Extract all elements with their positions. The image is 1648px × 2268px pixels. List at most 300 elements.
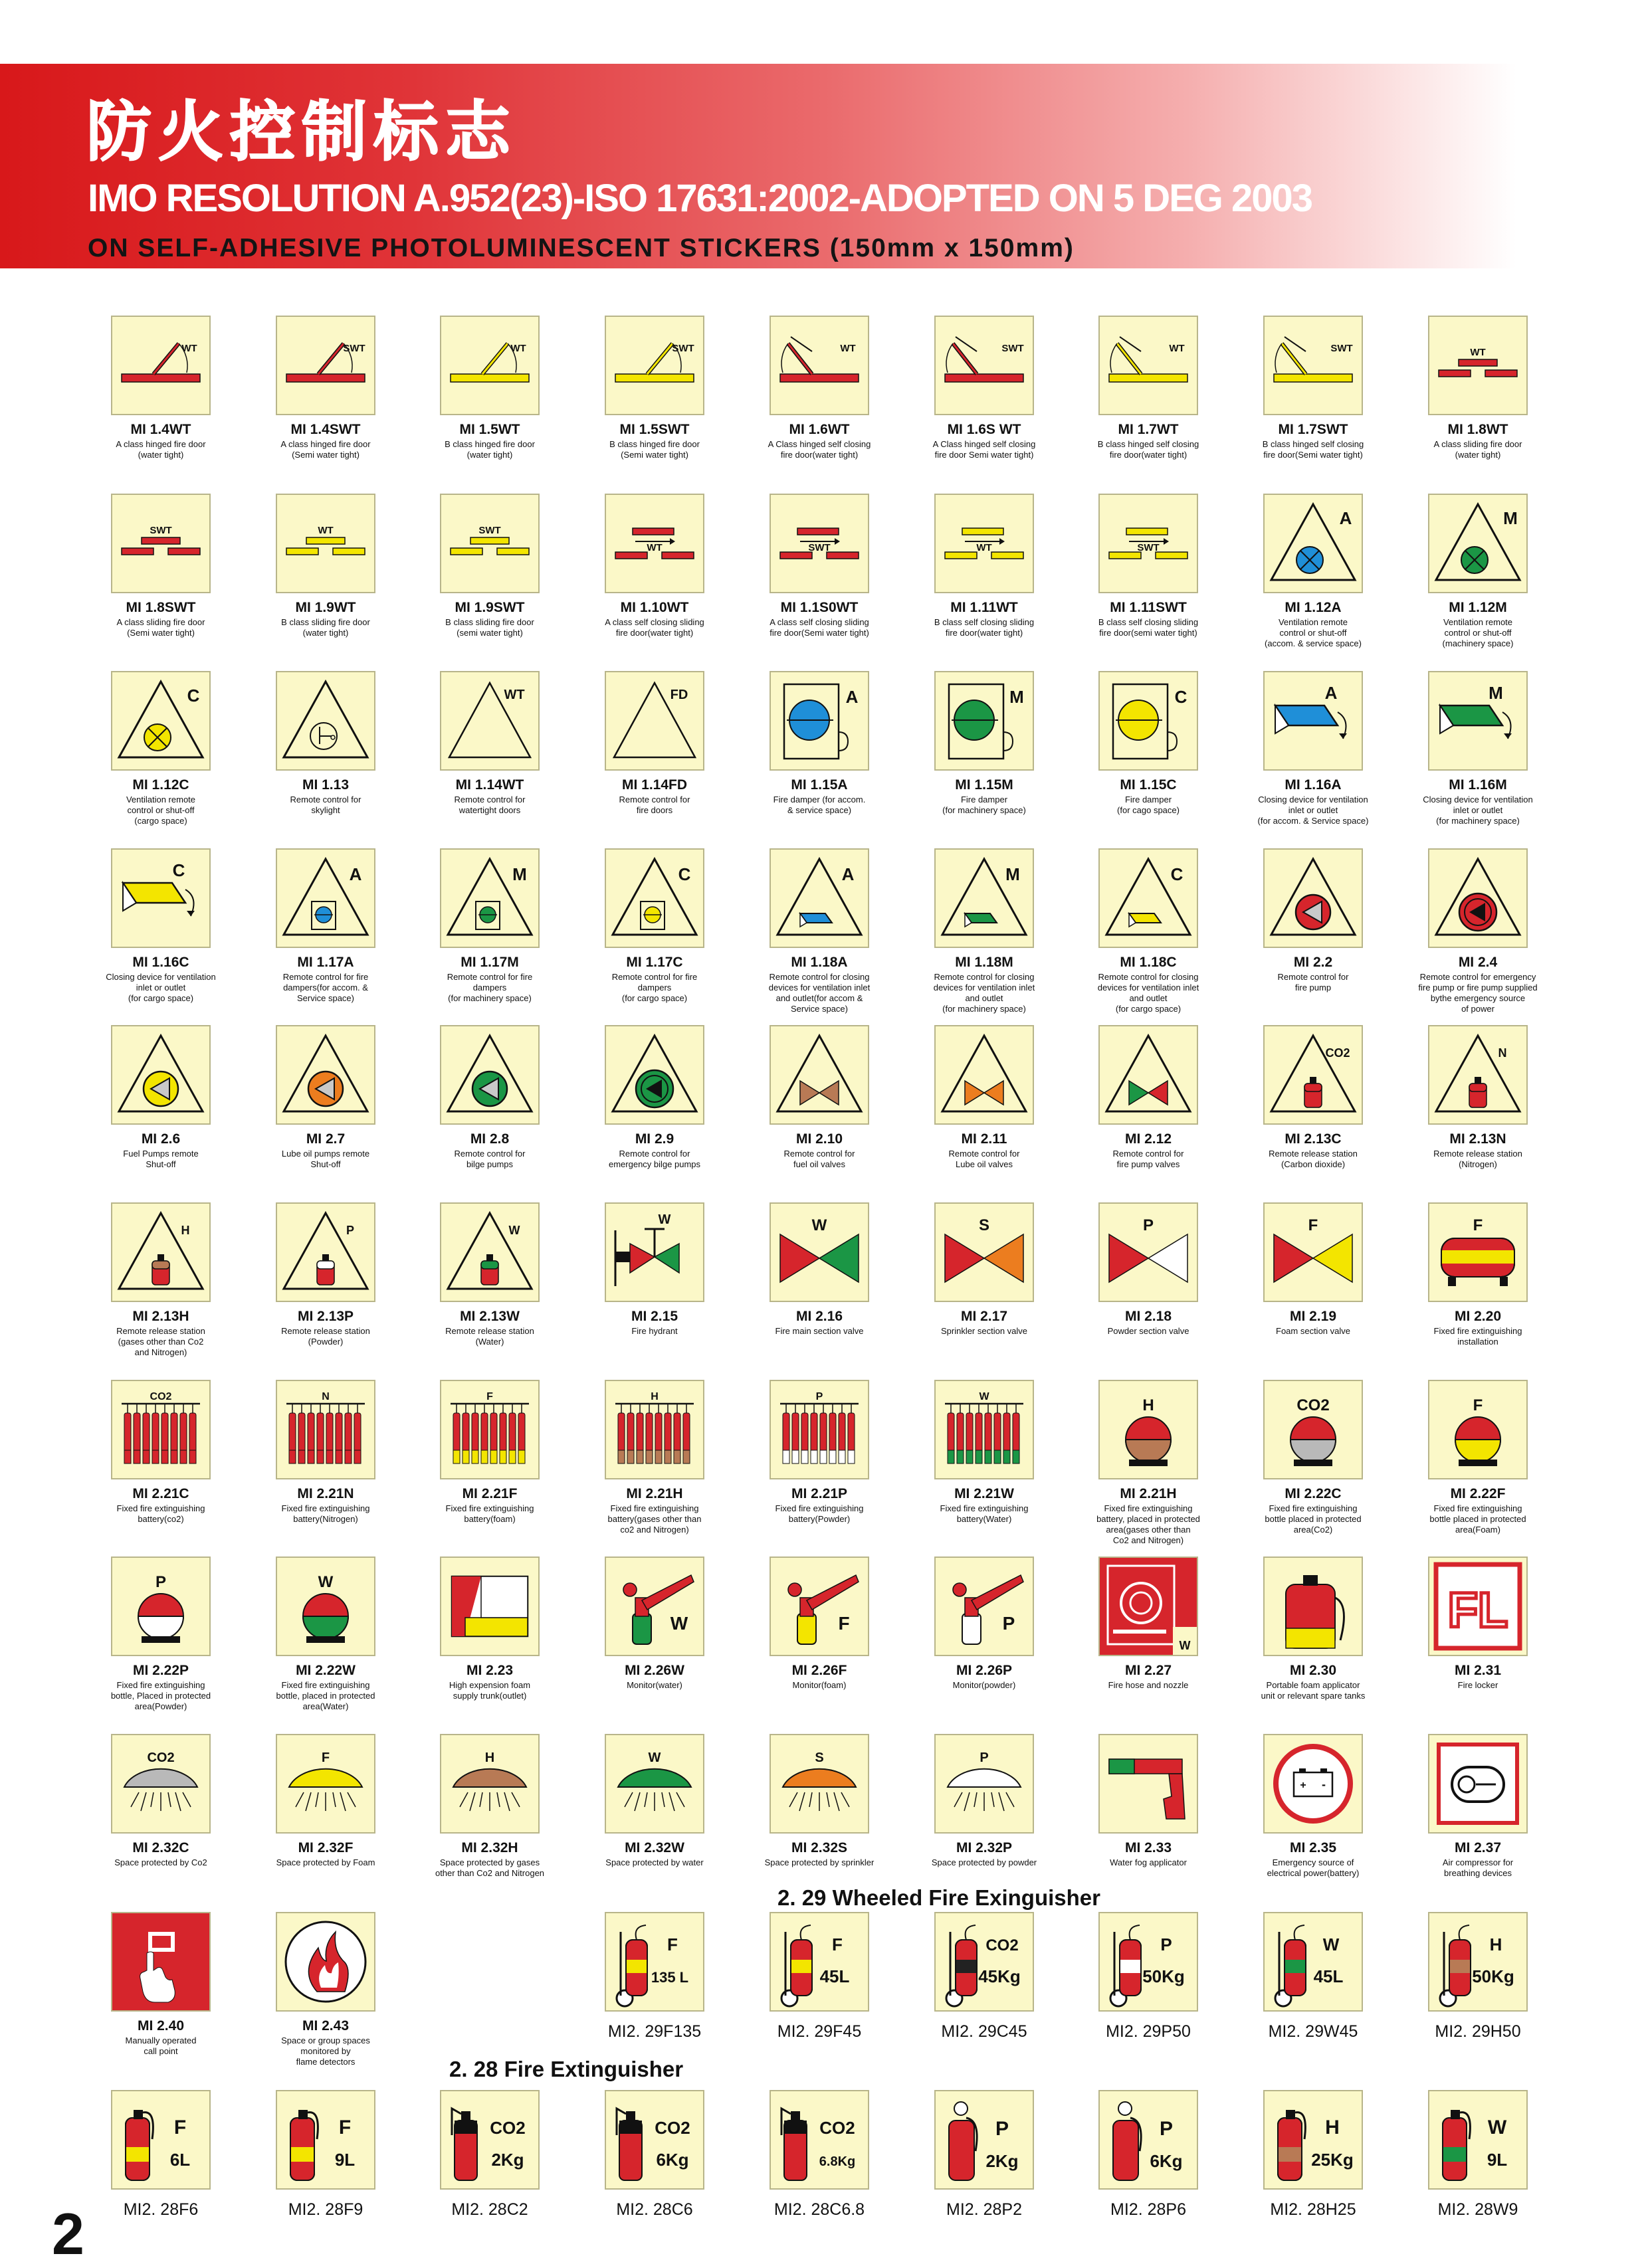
sign-code: MI2. 28P6 [1110, 2200, 1186, 2219]
svg-text:WT: WT [1169, 343, 1185, 354]
sign-dome-icon [440, 1734, 540, 1834]
sign-card [1069, 1557, 1228, 1691]
sign-description: Remote control for fire doors [619, 795, 690, 815]
sign-description: Portable foam applicator unit or relevant spare tanks [1261, 1680, 1366, 1701]
sign-card [740, 1380, 899, 1525]
sign-sliding-self-icon [605, 494, 704, 593]
sign-sliding-self-icon [1098, 494, 1198, 593]
sign-tank-icon [1428, 1202, 1528, 1302]
sign-card [740, 1734, 899, 1868]
sign-wheeled-icon [934, 1912, 1034, 2012]
sign-card [575, 2090, 734, 2220]
sign-card [1398, 1912, 1558, 2041]
sign-description: Space protected by gases other than Co2 and Nitrogen [435, 1857, 545, 1878]
sign-card [740, 848, 899, 1014]
sign-card [1398, 848, 1558, 1014]
sign-code: MI 1.6S WT [947, 422, 1021, 437]
svg-text:WT: WT [181, 343, 197, 354]
svg-text:H: H [1142, 1396, 1154, 1414]
sign-code: MI 2.13W [460, 1309, 520, 1324]
sign-tri-pump-icon [1263, 848, 1363, 948]
sign-card [1069, 316, 1228, 460]
sign-battery-icon [934, 1380, 1034, 1479]
sign-code: MI 2.13P [297, 1309, 354, 1324]
sign-description: Fixed fire extinguishing battery(gases other than co2 and Nitrogen) [607, 1503, 702, 1535]
svg-text:CO2: CO2 [1325, 1046, 1350, 1060]
sign-card [1398, 1734, 1558, 1879]
sign-description: A class self closing sliding fire door(Semi water tight) [770, 617, 869, 638]
sign-card [1233, 848, 1393, 993]
sign-card [1069, 494, 1228, 638]
sign-code: MI 1.14FD [621, 777, 688, 793]
sign-description: Manually operated call point [125, 2035, 197, 2056]
sign-code: MI2. 28F6 [123, 2200, 199, 2219]
svg-text:A: A [349, 864, 362, 884]
sign-description: Fixed fire extinguishing bottle, Placed in protected area(Powder) [110, 1680, 211, 1711]
sign-code: MI 2.8 [470, 1131, 510, 1147]
sign-code: MI 2.9 [635, 1131, 674, 1147]
sign-code: MI 1.1S0WT [780, 600, 859, 615]
sign-description: Remote control for fuel oil valves [783, 1149, 855, 1169]
sign-card [410, 1380, 569, 1525]
sign-description: A Class hinged self closing fire door Semi water tight) [932, 439, 1036, 460]
sign-sliding-self-icon [770, 494, 869, 593]
svg-text:A: A [1339, 508, 1352, 528]
svg-text:F: F [338, 2117, 352, 2138]
sign-tri-bottle-icon [1428, 1025, 1528, 1125]
sign-battery-icon [605, 1380, 704, 1479]
sign-code: MI 1.6WT [789, 422, 850, 437]
sign-description: Fire main section valve [775, 1326, 864, 1336]
sign-code: MI 2.15 [631, 1309, 678, 1324]
sign-code: MI 2.6 [141, 1131, 181, 1147]
sign-code: MI 2.22F [1450, 1486, 1506, 1501]
sign-valve-icon [1098, 1202, 1198, 1302]
sign-hydrant-icon [605, 1202, 704, 1302]
sign-code: MI 1.17A [297, 955, 354, 970]
svg-text:SWT: SWT [808, 542, 831, 553]
sign-card [575, 494, 734, 638]
sign-description: Ventilation remote control or shut-off (accom. & service space) [1265, 617, 1362, 648]
sign-tri-flap-icon [1098, 848, 1198, 948]
svg-text:A: A [845, 687, 859, 707]
sign-description: Closing device for ventilation inlet or outlet (for cargo space) [106, 972, 216, 1003]
sign-code: MI 2.31 [1454, 1663, 1502, 1678]
sign-card [1233, 1380, 1393, 1535]
svg-text:W: W [508, 1224, 520, 1237]
sign-code: MI 2.27 [1124, 1663, 1172, 1678]
sign-code: MI 1.11SWT [1110, 600, 1187, 615]
sign-code: MI 2.11 [961, 1131, 1007, 1147]
svg-text:F: F [1473, 1396, 1483, 1414]
svg-text:A: A [1324, 683, 1338, 703]
sign-code: MI 2.13H [132, 1309, 189, 1324]
sign-description: Monitor(foam) [792, 1680, 847, 1690]
svg-text:FD: FD [670, 688, 688, 702]
svg-text:WT: WT [318, 525, 334, 536]
sign-card [81, 1557, 241, 1712]
svg-text:W: W [811, 1216, 827, 1234]
sign-code: MI 2.4 [1458, 955, 1498, 970]
svg-text:M: M [1489, 683, 1503, 703]
sign-code: MI 2.21F [462, 1486, 518, 1501]
sign-valve-icon [770, 1202, 869, 1302]
sign-ext-co2-icon [605, 2090, 704, 2190]
sign-card [246, 316, 405, 460]
sign-description: Fixed fire extinguishing installation [1433, 1326, 1522, 1347]
svg-text:H: H [1325, 2117, 1340, 2138]
sign-code: MI2. 29F135 [607, 2022, 702, 2041]
sign-description: B class self closing sliding fire door(semi water tight) [1098, 617, 1199, 638]
sign-code: MI 2.43 [302, 2018, 350, 2033]
page-number: 2 [52, 2201, 84, 2267]
sign-code: MI 1.16M [1449, 777, 1507, 793]
sign-card [410, 1025, 569, 1170]
sign-card [1398, 1380, 1558, 1535]
page-title-en: IMO RESOLUTION A.952(23)-ISO 17631:2002-ADOPTED ON 5 DEG 2003 [88, 177, 1312, 220]
sign-card [81, 1025, 241, 1170]
sign-card [81, 2090, 241, 2220]
sign-tri-damper-icon [605, 848, 704, 948]
sign-card [904, 1025, 1064, 1170]
sign-code: MI 2.21H [1120, 1486, 1177, 1501]
sign-code: MI 2.19 [1289, 1309, 1337, 1324]
sign-dome-icon [111, 1734, 211, 1834]
sign-card [246, 2090, 405, 2220]
svg-text:C: C [1170, 864, 1184, 884]
svg-text:C: C [172, 860, 185, 880]
svg-text:S: S [978, 1216, 990, 1234]
sign-compressor-icon [1428, 1734, 1528, 1834]
sign-damper-icon [934, 671, 1034, 771]
sign-hinged-self-icon [1098, 316, 1198, 415]
sign-flap-icon [1263, 671, 1363, 771]
svg-text:+: + [1300, 1780, 1306, 1791]
sign-battery-icon [111, 1380, 211, 1479]
sign-code: MI 1.16A [1285, 777, 1342, 793]
sign-code: MI 1.10WT [620, 600, 689, 615]
sign-sphere-icon [276, 1557, 375, 1656]
sign-code: MI 2.32F [298, 1840, 354, 1855]
svg-text:P: P [155, 1573, 167, 1591]
sign-description: A class hinged fire door (water tight) [116, 439, 206, 460]
sign-card [1233, 316, 1393, 460]
page-title-cn: 防火控制标志 [86, 94, 518, 170]
sign-card [410, 1734, 569, 1879]
sign-code: MI2. 29F45 [777, 2022, 862, 2041]
sign-code: MI 2.32S [791, 1840, 848, 1855]
sign-tri-valve-rg-icon [1098, 1025, 1198, 1125]
sign-card [1069, 1734, 1228, 1868]
sign-hinged-door-icon [440, 316, 540, 415]
sign-code: MI 2.37 [1454, 1840, 1502, 1855]
sign-vent-tri-icon [111, 671, 211, 771]
sign-description: Fixed fire extinguishing battery(foam) [445, 1503, 534, 1524]
sign-card [740, 2090, 899, 2220]
sign-code: MI 2.30 [1289, 1663, 1337, 1678]
svg-text:P: P [1142, 1216, 1154, 1234]
svg-text:P: P [995, 2118, 1009, 2140]
sign-description: Powder section valve [1107, 1326, 1189, 1336]
sign-code: MI 1.4SWT [290, 422, 361, 437]
sign-card [1233, 1202, 1393, 1337]
svg-text:6.8Kg: 6.8Kg [819, 2154, 856, 2169]
sign-description: Remote control for closing devices for ventilation inlet and outlet (for machinery space) [933, 972, 1035, 1014]
svg-text:C: C [1174, 687, 1187, 707]
sign-card [1069, 1380, 1228, 1546]
sign-card [410, 671, 569, 816]
sign-wheeled-icon [1263, 1912, 1363, 2012]
sign-description: B class sliding fire door (water tight) [281, 617, 370, 638]
sign-code: MI 2.13N [1449, 1131, 1506, 1147]
sign-code: MI 2.26W [625, 1663, 684, 1678]
sign-description: Remote release station (Nitrogen) [1433, 1149, 1522, 1169]
svg-text:M: M [1009, 687, 1024, 707]
svg-text:45L: 45L [1313, 1966, 1344, 1986]
sign-tri-bottle-icon [1263, 1025, 1363, 1125]
sign-valve-icon [1263, 1202, 1363, 1302]
sign-hinged-door-icon [605, 316, 704, 415]
sign-card [246, 848, 405, 1004]
sign-description: Remote control for fire pump valves [1112, 1149, 1184, 1169]
sign-wheeled-icon [605, 1912, 704, 2012]
sign-description: A Class hinged self closing fire door(water tight) [768, 439, 871, 460]
sign-ext-icon [1428, 2090, 1528, 2190]
sign-description: Remote control for closing devices for ventilation inlet and outlet (for cargo space) [1097, 972, 1199, 1014]
sign-card [81, 494, 241, 638]
sign-locker-icon [1428, 1557, 1528, 1656]
svg-text:W: W [1487, 2117, 1507, 2138]
sign-description: High expension foam supply trunk(outlet) [449, 1680, 531, 1701]
section-title-extinguisher: 2. 28 Fire Extinguisher [449, 2057, 684, 2081]
sign-description: Remote control for emergency fire pump or fire pump supplied bythe emergency source of power [1418, 972, 1538, 1014]
sign-tri-bottle-icon [440, 1202, 540, 1302]
sign-wheeled-icon [1098, 1912, 1198, 2012]
sign-code: MI 1.5SWT [619, 422, 690, 437]
sign-tri-pump-ring-icon [1428, 848, 1528, 948]
svg-text:F: F [667, 1935, 678, 1954]
sign-card [410, 1202, 569, 1347]
sign-code: MI 2.12 [1124, 1131, 1172, 1147]
sign-description: Fire hydrant [631, 1326, 678, 1336]
svg-text:25Kg: 25Kg [1311, 2150, 1354, 2170]
sign-description: Fixed fire extinguishing battery(co2) [116, 1503, 205, 1524]
svg-text:F: F [173, 2117, 187, 2138]
sign-ext-co2-icon [770, 2090, 869, 2190]
sign-code: MI 2.13C [1285, 1131, 1342, 1147]
sign-sliding-icon [1428, 316, 1528, 415]
sign-hose-icon [1098, 1557, 1198, 1656]
sign-code: MI 1.8WT [1447, 422, 1508, 437]
sign-description: Ventilation remote control or shut-off (cargo space) [126, 795, 196, 826]
sign-card [740, 1202, 899, 1337]
sign-wheeled-icon [770, 1912, 869, 2012]
sign-code: MI2. 29H50 [1435, 2022, 1521, 2041]
svg-text:W: W [670, 1613, 688, 1634]
sign-description: B class hinged fire door (water tight) [445, 439, 535, 460]
sign-description: Fixed fire extinguishing battery(Powder) [775, 1503, 864, 1524]
svg-text:WT: WT [976, 542, 992, 553]
sign-code: MI2. 28W9 [1437, 2200, 1518, 2219]
sign-tri-valve-icon [934, 1025, 1034, 1125]
svg-text:9L: 9L [334, 2150, 356, 2170]
sign-card [410, 2090, 569, 2220]
sign-code: MI 2.22P [132, 1663, 189, 1678]
sign-code: MI 2.21P [791, 1486, 848, 1501]
svg-text:SWT: SWT [1137, 542, 1160, 553]
sign-code: MI2. 29P50 [1106, 2022, 1191, 2041]
svg-text:W: W [648, 1750, 661, 1765]
sign-description: Remote release station (Carbon dioxide) [1269, 1149, 1358, 1169]
sign-sphere-icon [1098, 1380, 1198, 1479]
sign-description: Space protected by powder [931, 1857, 1037, 1867]
sign-card [246, 1734, 405, 1868]
sign-code: MI 2.21N [297, 1486, 354, 1501]
sign-code: MI2. 28C6.8 [773, 2200, 865, 2219]
sign-code: MI 2.22C [1285, 1486, 1342, 1501]
sign-card [575, 1380, 734, 1535]
sign-description: A class self closing sliding fire door(water tight) [605, 617, 704, 638]
svg-text:P: P [1160, 1935, 1172, 1954]
sign-description: Ventilation remote control or shut-off (machinery space) [1442, 617, 1514, 648]
sign-code: MI 1.18A [791, 955, 848, 970]
sign-code: MI2. 29C45 [941, 2022, 1027, 2041]
svg-text:W: W [318, 1573, 334, 1591]
svg-text:P: P [1002, 1613, 1015, 1634]
sign-damper-icon [1098, 671, 1198, 771]
sign-hinged-self-icon [1263, 316, 1363, 415]
sign-battery-icon [770, 1380, 869, 1479]
sign-vent-tri-icon [1263, 494, 1363, 593]
sign-code: MI 2.33 [1124, 1840, 1172, 1855]
svg-text:H: H [484, 1750, 495, 1765]
svg-text:S: S [815, 1750, 824, 1765]
sign-tri-flap-icon [770, 848, 869, 948]
svg-text:CO2: CO2 [819, 2118, 855, 2138]
sign-code: MI 1.9WT [295, 600, 356, 615]
sign-code: MI 2.21H [626, 1486, 683, 1501]
sign-tri-damper-icon [440, 848, 540, 948]
svg-text:F: F [1308, 1216, 1318, 1234]
svg-text:W: W [1179, 1639, 1191, 1652]
sign-description: B class hinged self closing fire door(Semi water tight) [1262, 439, 1364, 460]
sign-ext-gauge-icon [1098, 2090, 1198, 2190]
sign-card [246, 671, 405, 816]
sign-hinged-door-icon [111, 316, 211, 415]
sign-tri-pump-icon [111, 1025, 211, 1125]
sign-description: Remote control for fire dampers (for cargo space) [611, 972, 698, 1003]
sign-card [1398, 671, 1558, 826]
sign-tri-label-icon [605, 671, 704, 771]
svg-text:N: N [322, 1391, 330, 1402]
sign-tri-flap-icon [934, 848, 1034, 948]
svg-text:SWT: SWT [1001, 343, 1024, 354]
sign-description: Fixed fire extinguishing battery(Nitrogen) [281, 1503, 370, 1524]
sign-description: Fixed fire extinguishing battery, placed in protected area(gases other than Co2 and Nitrogen) [1096, 1503, 1200, 1545]
sign-card [1398, 494, 1558, 649]
sign-card [575, 1734, 734, 1868]
sign-sliding-self-icon [934, 494, 1034, 593]
svg-text:6Kg: 6Kg [656, 2150, 689, 2170]
sign-battery-icon [440, 1380, 540, 1479]
sign-card [575, 1202, 734, 1337]
sign-code: MI 2.20 [1454, 1309, 1502, 1324]
sign-description: Closing device for ventilation inlet or outlet (for machinery space) [1423, 795, 1533, 826]
sign-callpoint-icon [111, 1912, 211, 2012]
svg-text:SWT: SWT [1330, 343, 1353, 354]
svg-text:C: C [187, 686, 200, 706]
sign-sphere-icon [1263, 1380, 1363, 1479]
sign-card [246, 494, 405, 638]
svg-text:CO2: CO2 [985, 1937, 1019, 1954]
sign-ext-icon [1263, 2090, 1363, 2190]
sign-description: A class sliding fire door (water tight) [1433, 439, 1522, 460]
svg-text:F: F [1473, 1216, 1483, 1234]
sign-card [1233, 1734, 1393, 1879]
sign-card [904, 1380, 1064, 1525]
sign-code: MI 2.2 [1293, 955, 1333, 970]
svg-text:WT: WT [510, 343, 526, 354]
sign-description: Remote control for fire dampers (for machinery space) [447, 972, 533, 1003]
sign-code: MI 2.26P [956, 1663, 1013, 1678]
sign-card [575, 671, 734, 816]
svg-text:CO2: CO2 [490, 2118, 526, 2138]
svg-text:M: M [1005, 864, 1020, 884]
sign-card [410, 316, 569, 460]
sign-code: MI 2.23 [466, 1663, 514, 1678]
svg-text:P: P [815, 1391, 823, 1402]
sign-card [81, 1912, 241, 2057]
sign-card [1069, 848, 1228, 1014]
svg-text:2Kg: 2Kg [491, 2150, 524, 2170]
svg-text:CO2: CO2 [1296, 1396, 1330, 1414]
sign-damper-icon [770, 671, 869, 771]
sign-description: Remote control for watertight doors [454, 795, 526, 815]
sign-code: MI 2.22W [296, 1663, 356, 1678]
sign-code: MI 1.12C [132, 777, 189, 793]
sign-code: MI 2.32C [132, 1840, 189, 1855]
sign-code: MI 2.40 [137, 2018, 185, 2033]
sign-hinged-self-icon [770, 316, 869, 415]
svg-text:WT: WT [504, 688, 525, 702]
sign-description: Air compressor for breathing devices [1442, 1857, 1514, 1878]
sign-description: Fire hose and nozzle [1108, 1680, 1189, 1690]
sign-card [1069, 1912, 1228, 2041]
sign-card [904, 1202, 1064, 1337]
section-title-wheeled: 2. 29 Wheeled Fire Exinguisher [777, 1885, 1100, 1910]
svg-text:6L: 6L [169, 2150, 191, 2170]
sign-code: MI 1.13 [302, 777, 350, 793]
sign-flap-icon [111, 848, 211, 948]
sign-monitor-icon [934, 1557, 1034, 1656]
sign-description: B class self closing sliding fire door(water tight) [934, 617, 1035, 638]
svg-text:CO2: CO2 [655, 2118, 690, 2138]
sign-card [575, 1557, 734, 1691]
sign-card [575, 1912, 734, 2041]
svg-text:F: F [832, 1935, 843, 1954]
sign-code: MI 1.18M [955, 955, 1013, 970]
sign-card [246, 1025, 405, 1170]
sign-description: Foam section valve [1276, 1326, 1350, 1336]
svg-text:M: M [1503, 508, 1518, 528]
sign-card [246, 1380, 405, 1525]
page-subtitle: ON SELF-ADHESIVE PHOTOLUMINESCENT STICKERS (150mm x 150mm) [88, 234, 1075, 262]
svg-text:A: A [841, 864, 855, 884]
sign-description: Water fog applicator [1110, 1857, 1187, 1867]
sign-skylight-icon [276, 671, 375, 771]
svg-text:FL: FL [1447, 1582, 1508, 1638]
sign-tri-bottle-icon [111, 1202, 211, 1302]
